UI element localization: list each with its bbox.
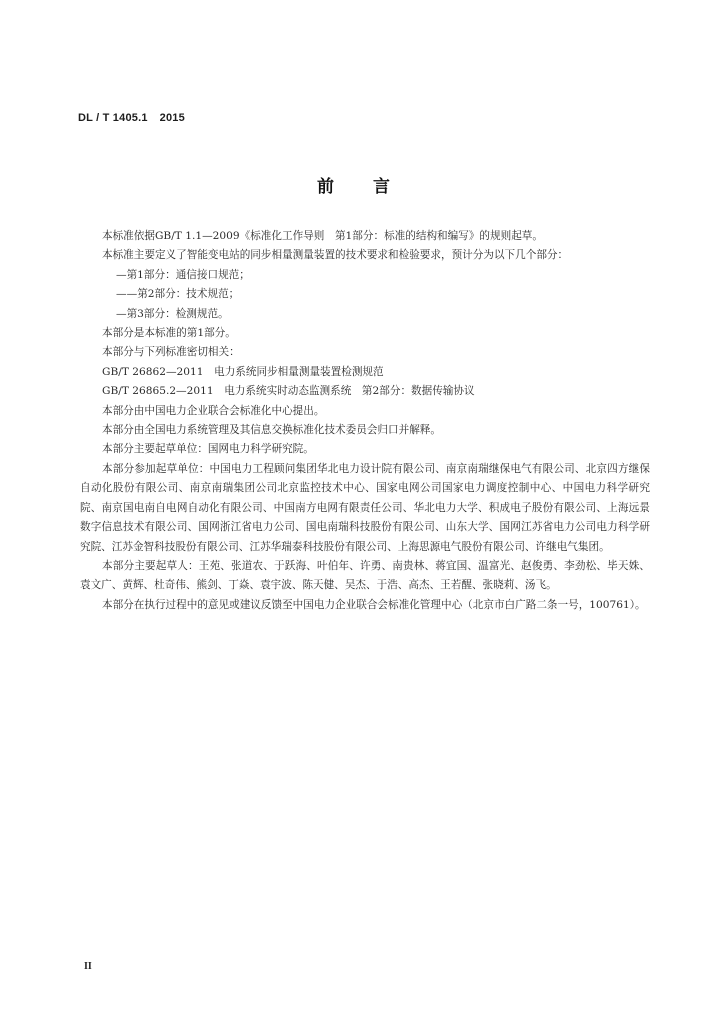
paragraph-drafting-rules: 本标准依据GB/T 1.1—2009《标准化工作导则 第1部分：标准的结构和编写》的规则起草。 [102, 230, 543, 242]
title-char-1: 前 [317, 177, 335, 197]
standard-year: 2015 [159, 112, 185, 124]
standard-number [78, 112, 185, 124]
related-standard-2: GB/T 26865.2—2011 电力系统实时动态监测系统 第2部分：数据传输协议 [102, 385, 475, 398]
standard-code: DL / T 1405.1 [78, 112, 148, 124]
related-standard-1: GB/T 26862—2011 电力系统同步相量测量装置检测规范 [102, 365, 384, 378]
paragraph-administrator: 本部分由全国电力系统管理及其信息交换标准化技术委员会归口并解释。 [102, 424, 441, 437]
paragraph-standard-scope: 本标准主要定义了智能变电站的同步相量测量装置的技术要求和检验要求，预计分为以下几个部分： [102, 249, 569, 262]
title-char-2: 言 [373, 177, 391, 197]
paragraph-this-part: 本部分是本标准的第1部分。 [102, 327, 236, 340]
page-number: II [84, 961, 92, 972]
paragraph-proposer: 本部分由中国电力企业联合会标准化中心提出。 [102, 404, 325, 417]
list-item-part-2: ——第2部分：技术规范； [116, 288, 240, 301]
page-title [0, 172, 708, 197]
list-item-part-1: —第1部分：通信接口规范； [116, 268, 250, 281]
paragraph-feedback: 本部分在执行过程中的意见或建议反馈至中国电力企业联合会标准化管理中心（北京市白广路二条一号，100761）。 [102, 598, 646, 611]
foreword-body [80, 227, 650, 615]
paragraph-participating-units: 本部分参加起草单位：中国电力工程顾问集团华北电力设计院有限公司、南京南瑞继保电气有限公司、北京四方继保自动化股份有限公司、南京南瑞集团公司北京监控技术中心、国家电网公司国家电力调度控制中心、中国电力科学研究院、南京国电南自电网自动化有限公司、中国南方电网有限责任公司、华北电力大学、积成电子股份有限公司、上海远景数字信息技术有限公司、国网浙江省电力公司、国电南瑞科技股份有限公司、山东大学、国网江苏省电力公司电力科学研究院、江苏金智科技股份有限公司、江苏华瑞泰科技股份有限公司、上海思源电气股份有限公司、许继电气集团。 [80, 462, 650, 553]
paragraph-drafters: 本部分主要起草人：王苑、张道农、于跃海、叶伯年、许勇、南贵林、蒋宜国、温富光、赵俊勇、李劲松、毕天姝、袁文广、黄辉、杜奇伟、熊剑、丁焱、袁宇波、陈天健、吴杰、于浩、高杰、王若醒、张晓莉、汤飞。 [80, 559, 650, 592]
paragraph-main-drafter: 本部分主要起草单位：国网电力科学研究院。 [102, 443, 314, 456]
list-item-part-3: —第3部分：检测规范。 [116, 307, 229, 320]
paragraph-related-standards: 本部分与下列标准密切相关： [102, 346, 240, 359]
